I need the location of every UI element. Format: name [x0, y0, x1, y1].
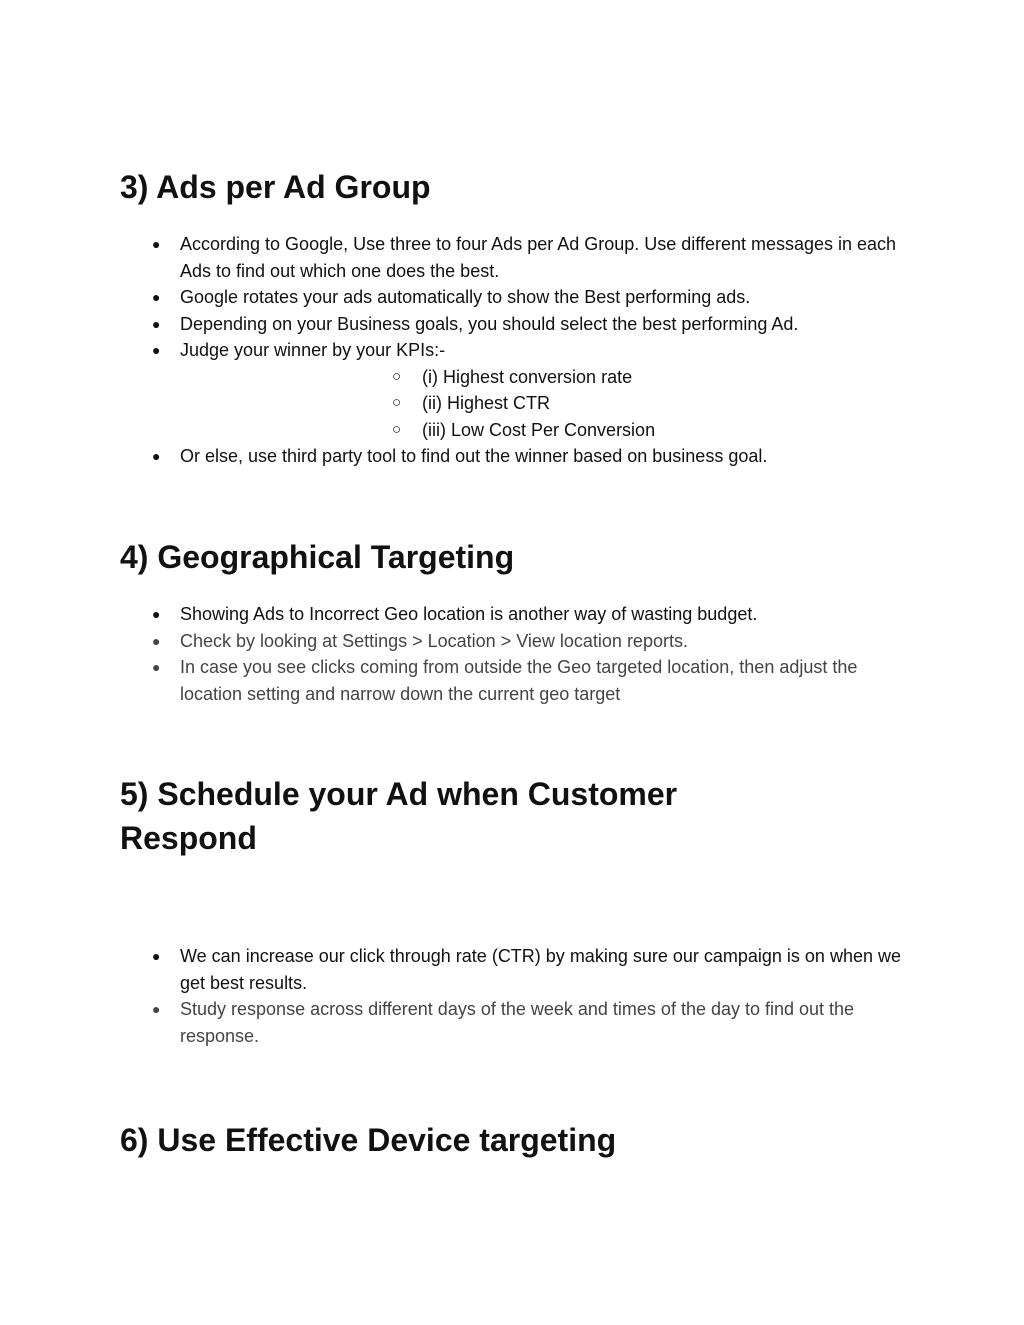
sub-list-item	[120, 390, 882, 417]
list-item-text: Or else, use third party tool to find out the winner based on business goal.	[180, 446, 768, 466]
sub-list-item	[120, 364, 882, 391]
hollow-bullet-icon: ○	[392, 394, 402, 411]
list-item	[120, 996, 910, 1049]
list-item	[120, 337, 910, 364]
list-item	[120, 654, 910, 707]
list-item-text: Google rotates your ads automatically to show the Best performing ads.	[180, 287, 751, 307]
list-item-text: In case you see clicks coming from outside the Geo targeted location, then adjust the location setting and narrow down the current geo target	[180, 657, 858, 704]
list-item-text: Study response across different days of the week and times of the day to find out the response.	[180, 999, 855, 1046]
sub-list-item-text: (ii) Highest CTR	[422, 393, 551, 413]
list-item-text: Judge your winner by your KPIs:-	[180, 340, 446, 360]
bullet-list	[120, 231, 920, 470]
bullet-list	[120, 943, 920, 1049]
list-item	[120, 231, 910, 284]
list-item	[120, 311, 910, 338]
list-item-text: Showing Ads to Incorrect Geo location is another way of wasting budget.	[180, 604, 758, 624]
section-geographical-targeting	[120, 535, 920, 707]
list-item-text: We can increase our click through rate (CTR) by making sure our campaign is on when we get best results.	[180, 946, 901, 993]
section-device-targeting	[120, 1118, 920, 1162]
bullet-icon: ●	[152, 448, 161, 464]
bullet-icon: ●	[152, 632, 161, 649]
bullet-icon: ●	[152, 606, 161, 622]
hollow-bullet-icon: ○	[392, 367, 402, 385]
section-heading-line: 5) Schedule your Ad when Customer	[120, 776, 678, 812]
bullet-icon: ●	[152, 342, 161, 358]
list-item	[120, 284, 910, 311]
list-item	[120, 628, 910, 655]
bullet-icon: ●	[152, 659, 161, 675]
bullet-icon: ●	[152, 948, 161, 964]
sub-list-item-text: (i) Highest conversion rate	[422, 366, 633, 387]
section-heading: 3) Ads per Ad Group	[120, 169, 431, 205]
bullet-icon: ●	[152, 1001, 161, 1017]
list-item	[120, 443, 910, 470]
section-heading: 4) Geographical Targeting	[120, 539, 515, 575]
list-item-text: Check by looking at Settings > Location > View location reports.	[180, 630, 688, 651]
list-item-text: According to Google, Use three to four Ads per Ad Group. Use different messages in each Ads to find out which one does the best.	[180, 234, 897, 281]
section-heading	[120, 772, 920, 860]
section-heading: 6) Use Effective Device targeting	[120, 1122, 617, 1158]
sub-list-item-text: (iii) Low Cost Per Conversion	[422, 419, 656, 440]
bullet-icon: ●	[152, 236, 161, 252]
section-ads-per-ad-group	[120, 165, 920, 470]
bullet-icon: ●	[152, 289, 161, 305]
section-schedule-ad	[120, 772, 920, 1049]
list-item	[120, 943, 910, 996]
hollow-bullet-icon: ○	[392, 420, 402, 438]
sub-list-item	[120, 417, 882, 444]
list-item	[120, 601, 910, 628]
section-heading-line: Respond	[120, 820, 257, 856]
bullet-icon: ●	[152, 315, 161, 332]
bullet-list	[120, 601, 920, 707]
list-item-text: Depending on your Business goals, you should select the best performing Ad.	[180, 313, 799, 334]
